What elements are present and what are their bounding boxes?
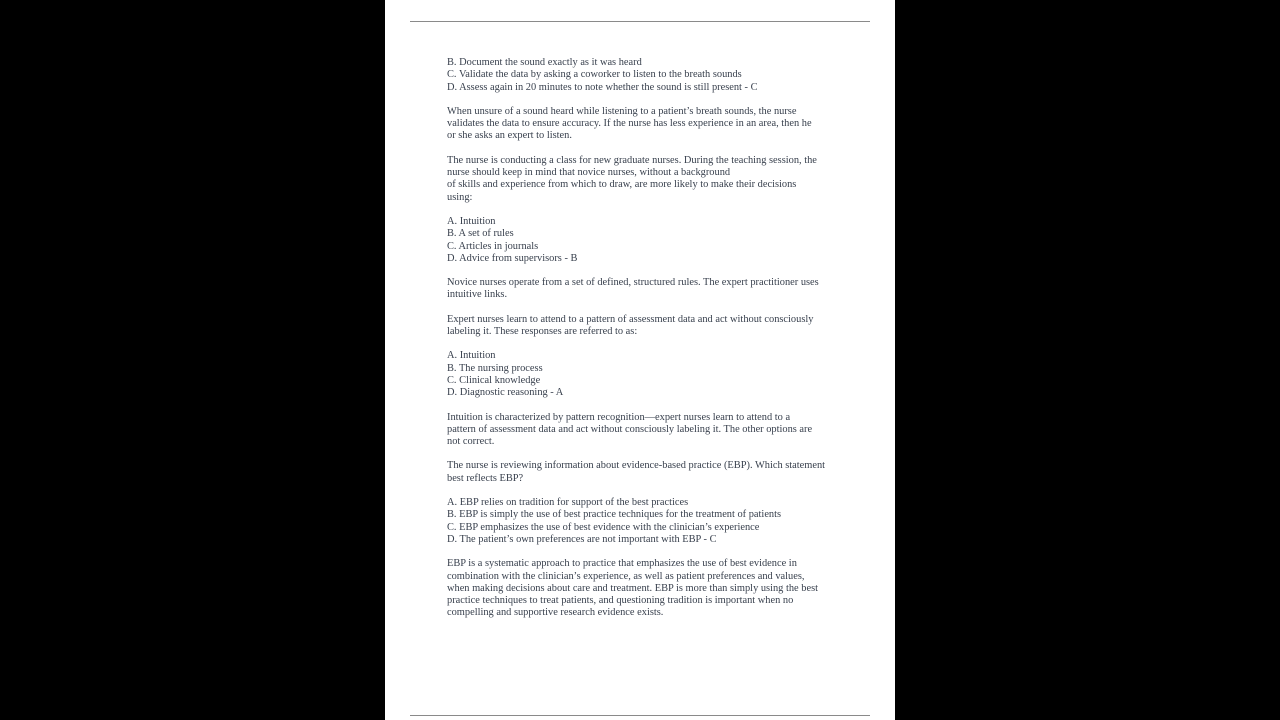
paragraph-line: pattern of assessment data and act without consciously labeling it. The other options are	[447, 423, 813, 435]
text-paragraph-block	[447, 155, 859, 204]
paragraph-line: validates the data to ensure accuracy. If the nurse has less experience in an area, then he	[447, 118, 812, 130]
answer-options-block	[447, 57, 859, 94]
text-paragraph-block	[447, 558, 859, 619]
document-page	[385, 0, 895, 720]
answer-option-line: B. A set of rules	[447, 228, 514, 240]
answer-option-line: D. Advice from supervisors - B	[447, 252, 578, 264]
paragraph-line: or she asks an expert to listen.	[447, 130, 572, 142]
paragraph-line: intuitive links.	[447, 289, 508, 301]
header-divider-rule	[410, 21, 870, 22]
answer-options-block	[447, 216, 859, 265]
text-paragraph-block	[447, 412, 859, 449]
footer-divider-rule	[410, 715, 870, 716]
paragraph-line: nurse should keep in mind that novice nurses, without a background	[447, 167, 731, 179]
paragraph-line: using:	[447, 191, 473, 203]
paragraph-line: practice techniques to treat patients, and questioning tradition is important when no	[447, 595, 794, 607]
answer-option-line: C. Articles in journals	[447, 240, 539, 252]
paragraph-line: not correct.	[447, 436, 495, 448]
answer-option-line: D. Diagnostic reasoning - A	[447, 387, 564, 399]
paragraph-line: When unsure of a sound heard while listening to a patient’s breath sounds, the nurse	[447, 105, 797, 117]
paragraph-line: Expert nurses learn to attend to a pattern of assessment data and act without consciously	[447, 313, 814, 325]
answer-options-block	[447, 497, 859, 546]
answer-option-line: C. EBP emphasizes the use of best evidence with the clinician’s experience	[447, 521, 760, 533]
paragraph-line: EBP is a systematic approach to practice that emphasizes the use of best evidence in	[447, 558, 797, 570]
answer-options-block	[447, 350, 859, 399]
paragraph-line: Intuition is characterized by pattern recognition—expert nurses learn to attend to a	[447, 411, 791, 423]
text-paragraph-block	[447, 460, 859, 485]
paragraph-line: combination with the clinician’s experience, as well as patient preferences and values,	[447, 570, 805, 582]
text-paragraph-block	[447, 314, 859, 339]
answer-option-line: B. Document the sound exactly as it was heard	[447, 57, 642, 68]
answer-option-line: D. Assess again in 20 minutes to note whether the sound is still present - C	[447, 81, 758, 93]
answer-option-line: B. The nursing process	[447, 362, 543, 374]
text-paragraph-block	[447, 277, 859, 302]
text-paragraph-block	[447, 106, 859, 143]
document-body	[447, 57, 859, 632]
answer-option-line: C. Clinical knowledge	[447, 374, 541, 386]
answer-option-line: A. Intuition	[447, 350, 496, 362]
paragraph-line: Novice nurses operate from a set of defined, structured rules. The expert practitioner uses	[447, 277, 819, 289]
answer-option-line: A. EBP relies on tradition for support of the best practices	[447, 497, 689, 509]
answer-option-line: B. EBP is simply the use of best practice techniques for the treatment of patients	[447, 509, 782, 521]
paragraph-line: labeling it. These responses are referred to as:	[447, 326, 638, 338]
paragraph-line: compelling and supportive research evidence exists.	[447, 607, 664, 619]
answer-option-line: A. Intuition	[447, 215, 496, 227]
paragraph-line: The nurse is conducting a class for new graduate nurses. During the teaching session, the	[447, 154, 817, 166]
paragraph-line: when making decisions about care and treatment. EBP is more than simply using the best	[447, 582, 819, 594]
answer-option-line: D. The patient’s own preferences are not important with EBP - C	[447, 533, 717, 545]
paragraph-line: of skills and experience from which to draw, are more likely to make their decisions	[447, 179, 797, 191]
paragraph-line: The nurse is reviewing information about evidence-based practice (EBP). Which statement	[447, 460, 826, 472]
paragraph-line: best reflects EBP?	[447, 472, 524, 484]
answer-option-line: C. Validate the data by asking a coworker to listen to the breath sounds	[447, 69, 742, 81]
